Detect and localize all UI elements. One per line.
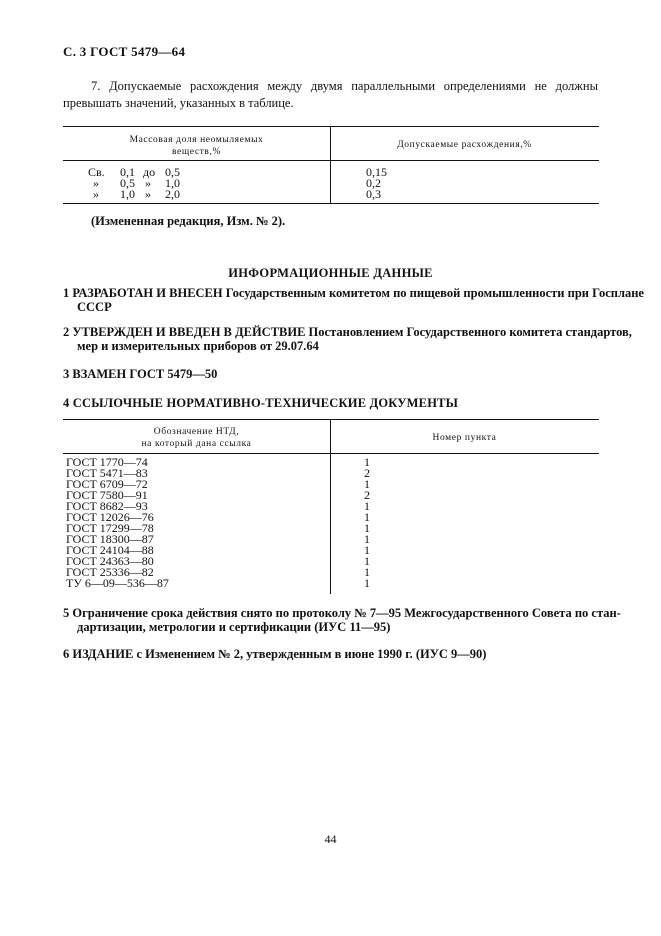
table2-doc: ГОСТ 18300—87 — [66, 532, 154, 546]
table2-col1-header-line1: Обозначение НТД, — [153, 427, 240, 437]
table2-doc: ГОСТ 17299—78 — [66, 521, 154, 535]
table2-item: 1 — [364, 543, 370, 557]
table1-row-prefix: Св. — [88, 165, 105, 179]
table1-row-to-word: до — [143, 165, 156, 179]
page-number: 44 — [324, 832, 337, 846]
section-5-line1: 5 Ограничение срока действия снято по протоколу № 7—95 Межгосударственного Совета по стан- — [63, 606, 621, 620]
section-2-line2: мер и измерительных приборов от 29.07.64 — [77, 339, 319, 353]
paragraph-7: 7. Допускаемые расхождения между двумя параллельными определениями не должны превышать значений, указанных в таблице. — [63, 79, 598, 110]
table2-header-rule — [63, 453, 599, 454]
info-title: ИНФОРМАЦИОННЫЕ ДАННЫЕ — [228, 266, 433, 280]
table2-col1-header-line2: на который дана ссылка — [141, 439, 252, 449]
table2-doc: ГОСТ 5471—83 — [66, 466, 148, 480]
table2-item-column — [364, 457, 370, 589]
table2-item: 1 — [364, 455, 370, 469]
amendment-note: (Измененная редакция, Изм. № 2). — [91, 214, 286, 228]
table1-col1-header — [63, 134, 330, 158]
table2-col1-header — [63, 426, 330, 450]
table2-doc: ГОСТ 12026—76 — [66, 510, 154, 524]
section-5-line2: дартизации, метрологии и сертификации (ИУС 11—95) — [77, 620, 391, 634]
table2-item: 1 — [364, 521, 370, 535]
table1-col1-header-line2: веществ,% — [172, 147, 221, 157]
table2-doc-column — [66, 457, 169, 589]
table2-item: 1 — [364, 510, 370, 524]
table1-col2-header: Допускаемые расхождения,% — [397, 140, 532, 150]
table2-doc: ГОСТ 8682—93 — [66, 499, 148, 513]
table1-row-to-word: » — [145, 187, 151, 201]
table1-row-to: 2,0 — [165, 187, 180, 201]
table1-top-rule — [63, 126, 599, 127]
section-3: 3 ВЗАМЕН ГОСТ 5479—50 — [63, 367, 218, 381]
table2-item: 1 — [364, 576, 370, 590]
table1-row-from: 1,0 — [120, 187, 135, 201]
table2-item: 1 — [364, 532, 370, 546]
table2-doc: ТУ 6—09—536—87 — [66, 576, 169, 590]
table2-column-divider — [330, 419, 331, 594]
page-header: С. 3 ГОСТ 5479—64 — [63, 44, 186, 59]
table1-row-from: 0,5 — [120, 176, 135, 190]
table1-row-value: 0,2 — [366, 176, 381, 190]
table1-row-prefix: » — [93, 176, 99, 190]
table2-top-rule — [63, 419, 599, 420]
table2-item: 1 — [364, 477, 370, 491]
table2-doc: ГОСТ 1770—74 — [66, 455, 148, 469]
table2-doc: ГОСТ 24104—88 — [66, 543, 154, 557]
table2-doc: ГОСТ 25336—82 — [66, 565, 154, 579]
table1-row-value: 0,3 — [366, 187, 381, 201]
section-6: 6 ИЗДАНИЕ с Изменением № 2, утвержденным в июне 1990 г. (ИУС 9—90) — [63, 647, 487, 661]
table1-header-rule — [63, 160, 599, 161]
table2-item: 2 — [364, 466, 370, 480]
table1-row-to: 1,0 — [165, 176, 180, 190]
table1-row-from: 0,1 — [120, 165, 135, 179]
table2-item: 1 — [364, 499, 370, 513]
table2-col2-header: Номер пункта — [432, 433, 497, 443]
table1-row-prefix: » — [93, 187, 99, 201]
section-4: 4 ССЫЛОЧНЫЕ НОРМАТИВНО-ТЕХНИЧЕСКИЕ ДОКУМЕНТЫ — [63, 396, 459, 410]
table2-item: 2 — [364, 488, 370, 502]
section-1-line2: СССР — [77, 300, 112, 314]
section-2-line1: 2 УТВЕРЖДЕН И ВВЕДЕН В ДЕЙСТВИЕ Постановлением Государственного комитета стандартов, — [63, 325, 632, 339]
table2-item: 1 — [364, 565, 370, 579]
table1-col1-header-line1: Массовая доля неомыляемых — [129, 135, 264, 145]
table1-bottom-rule — [63, 203, 599, 204]
table2-item: 1 — [364, 554, 370, 568]
table1-row-value: 0,15 — [366, 165, 387, 179]
table1-row-to: 0,5 — [165, 165, 180, 179]
table1-row-to-word: » — [145, 176, 151, 190]
section-1-line1: 1 РАЗРАБОТАН И ВНЕСЕН Государственным комитетом по пищевой промышленности при Госплане — [63, 286, 644, 300]
table1-column-divider — [330, 126, 331, 203]
table2-doc: ГОСТ 6709—72 — [66, 477, 148, 491]
table2-doc: ГОСТ 7580—91 — [66, 488, 148, 502]
table2-doc: ГОСТ 24363—80 — [66, 554, 154, 568]
